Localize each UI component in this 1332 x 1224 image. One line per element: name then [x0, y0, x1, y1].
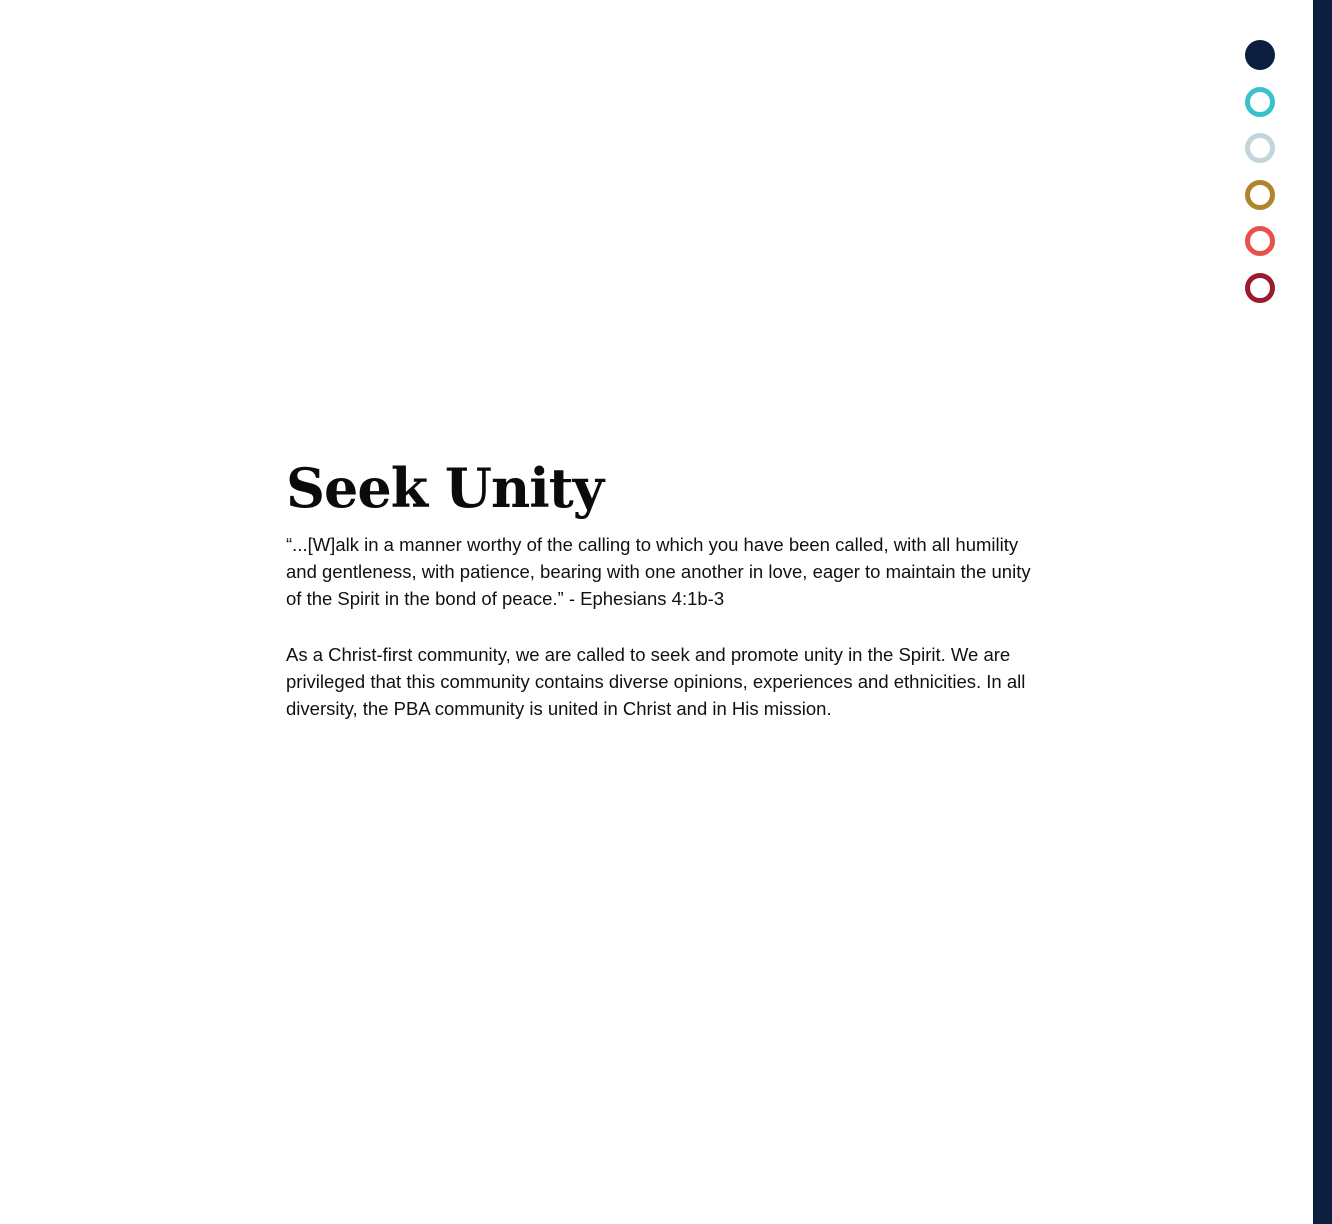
- section-body-text: As a Christ-first community, we are called to seek and promote unity in the Spirit. We are privileged that this community contains diverse opinions, experiences and ethnicities. In all diversity, the PBA community is united in Christ and in His mission.: [286, 644, 1026, 719]
- nav-dot-navy[interactable]: [1245, 40, 1275, 70]
- nav-dot-crimson[interactable]: [1245, 273, 1275, 303]
- section-dot-nav: [1245, 40, 1275, 319]
- nav-dot-pale-blue[interactable]: [1245, 133, 1275, 163]
- nav-dot-teal[interactable]: [1245, 87, 1275, 117]
- nav-dot-gold[interactable]: [1245, 180, 1275, 210]
- nav-dot-coral[interactable]: [1245, 226, 1275, 256]
- section-content: [286, 448, 1031, 722]
- scripture-quote: “...[W]alk in a manner worthy of the calling to which you have been called, with all humility and gentleness, with patience, bearing with one another in love, eager to maintain the unity of the Spirit in the bond of peace.” - Ephesians 4:1b-3: [286, 534, 1031, 609]
- side-accent-bar: [1313, 0, 1332, 1224]
- section-title: Seek Unity: [286, 456, 604, 520]
